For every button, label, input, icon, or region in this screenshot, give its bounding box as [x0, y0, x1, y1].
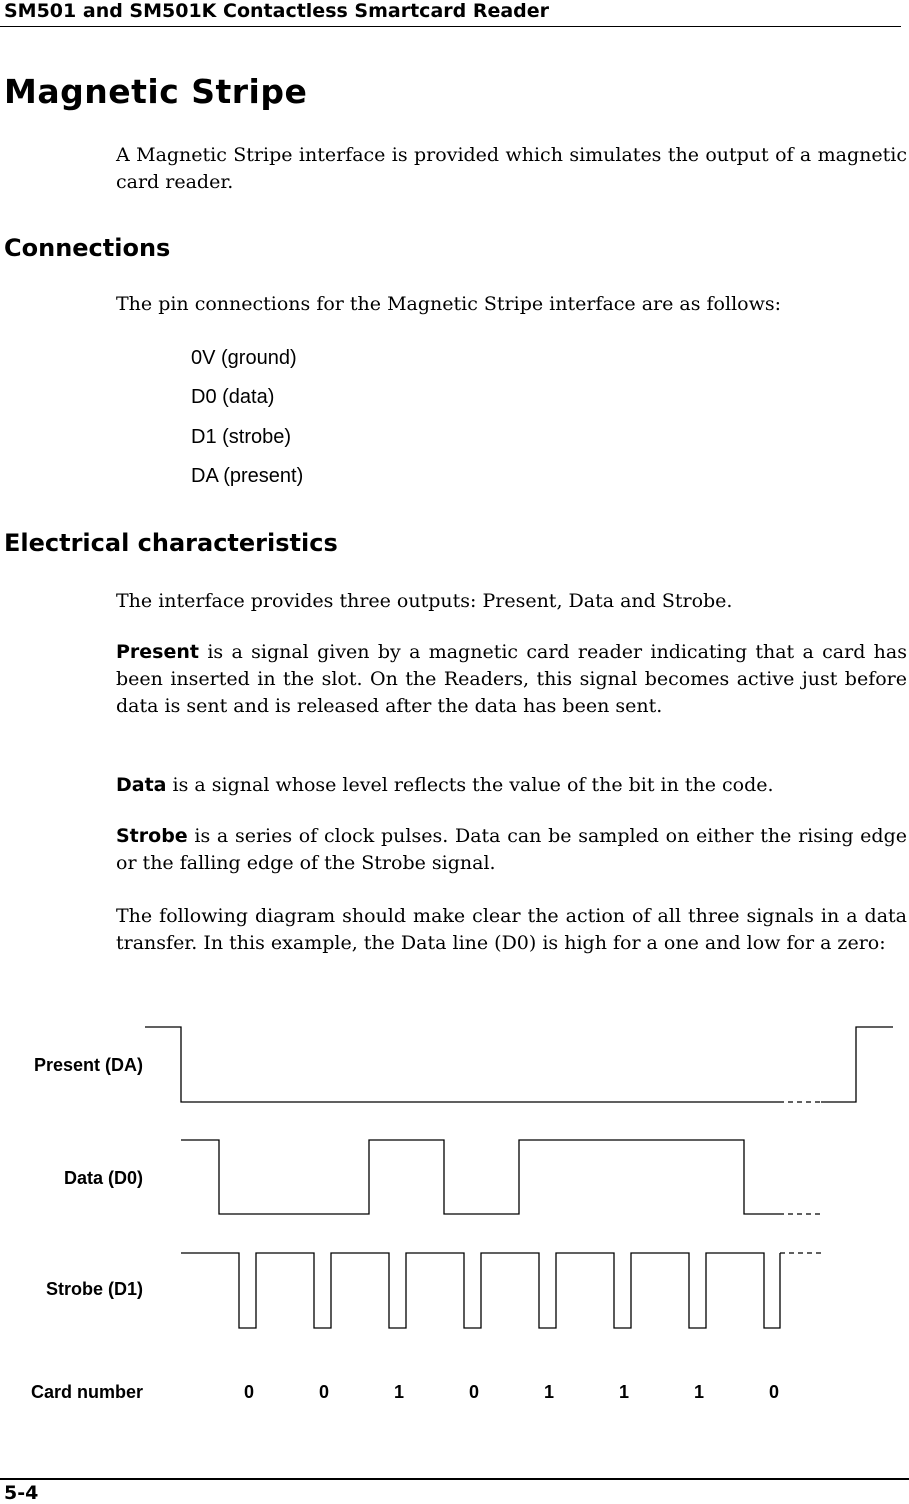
pin-data: D0 (data): [191, 386, 275, 408]
card-bit-3: 0: [468, 1382, 480, 1402]
card-bit-4: 1: [543, 1382, 555, 1402]
card-number-label: Card number: [30, 1382, 143, 1402]
strobe-term: Strobe: [116, 825, 188, 847]
data-description: is a signal whose level reflects the value of the bit in the code.: [166, 774, 774, 796]
diagram-intro: The following diagram should make clear the action of all three signals in a data transfer. In this example, the Data line (D0) is high for a one and low for a zero:: [116, 905, 907, 954]
present-signal-label: Present (DA): [33, 1055, 143, 1075]
connections-heading: Connections: [4, 234, 171, 262]
data-paragraph: [116, 772, 907, 799]
electrical-intro: The interface provides three outputs: Present, Data and Strobe.: [116, 590, 733, 612]
data-waveform: [181, 1140, 779, 1214]
header-rule: [0, 26, 901, 27]
running-header: SM501 and SM501K Contactless Smartcard Reader: [4, 0, 550, 22]
strobe-description: is a series of clock pulses. Data can be sampled on either the rising edge or the falling edge of the Strobe signal.: [116, 825, 907, 874]
section-title: Magnetic Stripe: [4, 72, 308, 111]
footer-rule: [0, 1478, 909, 1480]
card-bit-1: 0: [318, 1382, 330, 1402]
present-waveform: [145, 1027, 779, 1102]
card-bit-0: 0: [243, 1382, 255, 1402]
page-number: 5-4: [4, 1482, 39, 1504]
electrical-heading: Electrical characteristics: [4, 529, 338, 557]
strobe-paragraph: [116, 823, 907, 877]
timing-diagram: [0, 1020, 909, 1410]
strobe-signal-label: Strobe (D1): [45, 1279, 143, 1299]
card-bit-2: 1: [393, 1382, 405, 1402]
intro-paragraph: A Magnetic Stripe interface is provided which simulates the output of a magnetic card reader.: [116, 144, 907, 193]
present-paragraph: [116, 639, 907, 720]
pin-ground: 0V (ground): [191, 347, 297, 369]
card-bit-5: 1: [618, 1382, 630, 1402]
pin-strobe: D1 (strobe): [191, 426, 292, 448]
present-term: Present: [116, 641, 199, 663]
pin-present: DA (present): [191, 465, 304, 487]
strobe-waveform: [181, 1253, 780, 1328]
card-bit-6: 1: [693, 1382, 705, 1402]
data-signal-label: Data (D0): [63, 1168, 143, 1188]
present-description: is a signal given by a magnetic card reader indicating that a card has been inserted in the slot. On the Readers, this signal becomes active just before data is sent and is released after the data has been sent.: [116, 641, 907, 717]
connections-text: The pin connections for the Magnetic Stripe interface are as follows:: [116, 293, 781, 315]
data-term: Data: [116, 774, 167, 796]
card-bit-7: 0: [768, 1382, 780, 1402]
present-waveform-end: [821, 1027, 893, 1102]
